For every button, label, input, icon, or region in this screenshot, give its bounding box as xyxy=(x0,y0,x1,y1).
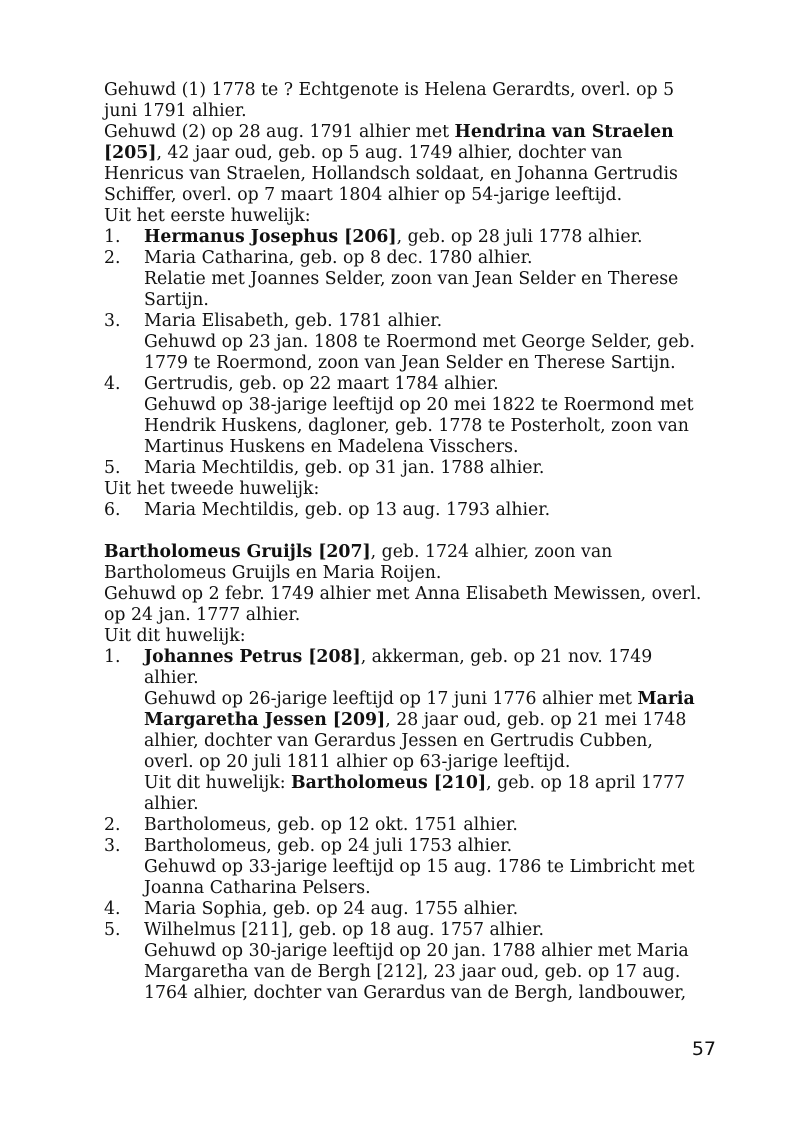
list-item xyxy=(104,311,704,374)
child-details-text: , akkerman, geb. op 21 nov. 1749 alhier. xyxy=(144,647,653,688)
child-marriage: Gehuwd op 30-jarige leeftijd op 20 jan. 1788 alhier met Maria Margaretha van de Bergh [212], 23 jaar oud, geb. op 17 aug. 1764 alhier, dochter van Gerardus van de Bergh, landbouwer, xyxy=(144,941,689,1003)
grandchild-line xyxy=(144,773,704,815)
child-details: Maria Elisabeth, geb. 1781 alhier. xyxy=(144,311,443,331)
list-item xyxy=(104,500,704,521)
item-number: 6. xyxy=(104,500,121,520)
item-body xyxy=(144,458,704,479)
item-body xyxy=(144,899,704,920)
spouse-name: Maria Margaretha Jessen [209] xyxy=(144,689,695,730)
item-body xyxy=(144,311,704,374)
item-body xyxy=(144,647,704,815)
child-name: Johannes Petrus [208] xyxy=(144,647,361,667)
item-number: 2. xyxy=(104,815,121,835)
page-number: 57 xyxy=(691,1038,716,1060)
child-marriage xyxy=(144,689,704,773)
child-details: Wilhelmus [211], geb. op 18 aug. 1757 alhier. xyxy=(144,920,545,940)
item-number: 1. xyxy=(104,227,121,247)
child-marriage: Gehuwd op 38-jarige leeftijd op 20 mei 1822 te Roermond met Hendrik Huskens, dagloner, geb. 1778 te Posterholt, zoon van Martinus Huskens en Madelena Visschers. xyxy=(144,395,694,457)
list-item xyxy=(104,248,704,311)
child-details: Maria Catharina, geb. op 8 dec. 1780 alhier. xyxy=(144,248,533,268)
grandchild-name: Bartholomeus [210] xyxy=(291,773,487,793)
child-details: Maria Mechtildis, geb. op 31 jan. 1788 alhier. xyxy=(144,458,545,478)
item-body xyxy=(144,500,704,521)
child-relation: Relatie met Joannes Selder, zoon van Jean Selder en Therese Sartijn. xyxy=(144,269,679,310)
child-marriage-pre: Gehuwd op 26-jarige leeftijd op 17 juni 1776 alhier met xyxy=(144,689,638,709)
list-item xyxy=(104,227,704,248)
list-item xyxy=(104,836,704,899)
child-details: Bartholomeus, geb. op 12 okt. 1751 alhier. xyxy=(144,815,518,835)
child-marriage: Gehuwd op 23 jan. 1808 te Roermond met George Selder, geb. 1779 te Roermond, zoon van Jean Selder en Therese Sartijn. xyxy=(144,332,695,373)
list-item xyxy=(104,458,704,479)
item-body xyxy=(144,248,704,311)
second-marriage-text-pre: Gehuwd (2) op 28 aug. 1791 alhier met xyxy=(104,122,455,142)
item-number: 3. xyxy=(104,311,121,331)
list-item xyxy=(104,899,704,920)
person-details: , geb. 1724 alhier, zoon van Bartholomeus Gruijls en Maria Roijen. xyxy=(104,542,613,583)
child-details: Gertrudis, geb. op 22 maart 1784 alhier. xyxy=(144,374,499,394)
item-number: 2. xyxy=(104,248,121,268)
second-marriage-paragraph xyxy=(104,122,704,206)
entry-heading xyxy=(104,542,704,584)
item-number: 3. xyxy=(104,836,121,856)
item-number: 1. xyxy=(104,647,121,667)
children-heading: Uit dit huwelijk: xyxy=(104,626,246,646)
item-body xyxy=(144,374,704,458)
spouse-name: Hendrina van Straelen [205] xyxy=(104,122,674,163)
child-name: Hermanus Josephus [206] xyxy=(144,227,397,247)
child-marriage-post: , 28 jaar oud, geb. op 21 mei 1748 alhier, dochter van Gerardus Jessen en Gertrudis Cubben, overl. op 20 juli 1811 alhier op 63-jarige leeftijd. xyxy=(144,710,687,772)
list-item xyxy=(104,920,704,1004)
children-heading-first: Uit het eerste huwelijk: xyxy=(104,206,311,226)
grandchild-post: , geb. op 18 april 1777 alhier. xyxy=(144,773,686,814)
item-number: 5. xyxy=(104,458,121,478)
child-details: Bartholomeus, geb. op 24 juli 1753 alhier. xyxy=(144,836,513,856)
child-marriage: Gehuwd op 33-jarige leeftijd op 15 aug. 1786 te Limbricht met Joanna Catharina Pelsers. xyxy=(144,857,695,898)
list-item xyxy=(104,815,704,836)
child-details: , geb. op 28 juli 1778 alhier. xyxy=(396,227,643,247)
item-body xyxy=(144,836,704,899)
second-marriage-text-post: , 42 jaar oud, geb. op 5 aug. 1749 alhier, dochter van Henricus van Straelen, Hollandsch soldaat, en Johanna Gertrudis Schiffer, overl. op 7 maart 1804 alhier op 54-jarige leeftijd. xyxy=(104,143,678,205)
item-body xyxy=(144,920,704,1004)
item-body xyxy=(144,227,704,248)
grandchild-pre: Uit dit huwelijk: xyxy=(144,773,292,793)
item-number: 5. xyxy=(104,920,121,940)
list-item xyxy=(104,374,704,458)
item-number: 4. xyxy=(104,899,121,919)
child-details: Maria Sophia, geb. op 24 aug. 1755 alhier. xyxy=(144,899,519,919)
marriage-paragraph: Gehuwd op 2 febr. 1749 alhier met Anna Elisabeth Mewissen, overl. op 24 jan. 1777 alhier. xyxy=(104,584,702,625)
person-name: Bartholomeus Gruijls [207] xyxy=(104,542,371,562)
child-details xyxy=(144,647,704,689)
child-details: Maria Mechtildis, geb. op 13 aug. 1793 alhier. xyxy=(144,500,551,520)
item-number: 4. xyxy=(104,374,121,394)
item-body xyxy=(144,815,704,836)
entry-separator xyxy=(104,521,704,542)
first-marriage-paragraph: Gehuwd (1) 1778 te ? Echtgenote is Helena Gerardts, overl. op 5 juni 1791 alhier. xyxy=(104,80,675,121)
list-item xyxy=(104,647,704,815)
page-content xyxy=(104,80,704,1004)
children-heading-second: Uit het tweede huwelijk: xyxy=(104,479,320,499)
